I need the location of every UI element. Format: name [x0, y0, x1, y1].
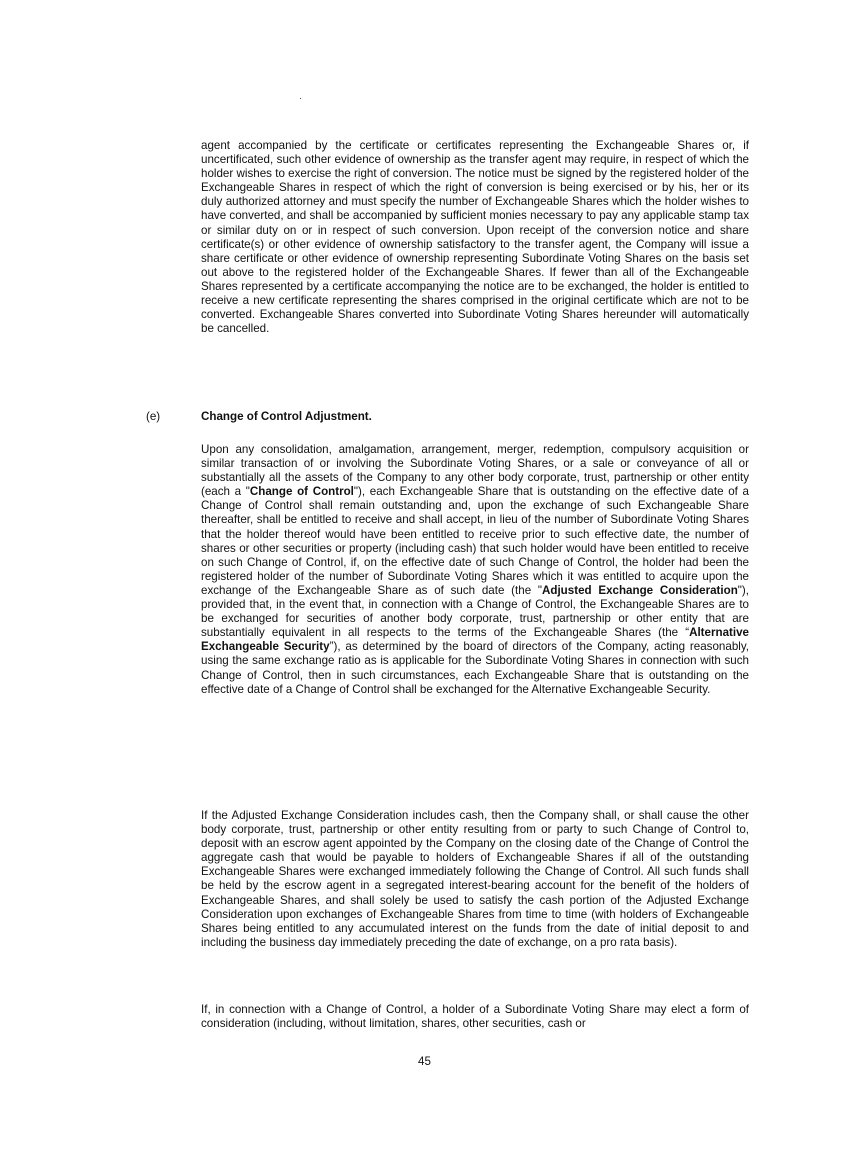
defined-term-alternative-exchangeable-security: Alternative Exchangeable Security — [201, 626, 749, 654]
defined-term-change-of-control: Change of Control — [249, 485, 354, 499]
text-run: "), provided that, in the event that, in connection with a Change of Control, the Exchangeable Shares are to be exchanged for securities of another body corporate, trust, partnership or other entity that are substantially equivalent in all respects to the terms of the Exchangeable Shares (the “ — [201, 583, 749, 640]
page-number: 45 — [418, 1055, 431, 1068]
section-heading: Change of Control Adjustment. — [201, 410, 372, 423]
paragraph-conversion-notice: agent accompanied by the certificate or certificates representing the Exchangeable Shares or, if uncertificated, such other evidence of ownership as the transfer agent may require, in respect of which the holder wishes to exercise the right of conversion. The notice must be signed by the registered holder of the Exchangeable Shares in respect of which the right of conversion is being exercised or by his, her or its duly authorized attorney and must specify the number of Exchangeable Shares which the holder wishes to have converted, and shall be accompanied by sufficient monies necessary to pay any applicable stamp tax or similar duty on or in respect of such conversion. Upon receipt of the conversion notice and share certificate(s) or other evidence of ownership satisfactory to the transfer agent, the Company will issue a share certificate or other evidence of ownership representing Subordinate Voting Shares on the basis set out above to the registered holder of the Exchangeable Shares. If fewer than all of the Exchangeable Shares represented by a certificate accompanying the notice are to be exchanged, the holder is entitled to receive a new certificate representing the shares comprised in the original certificate which are not to be converted. Exchangeable Shares converted into Subordinate Voting Shares hereunder will automatically be cancelled. — [201, 139, 749, 336]
paragraph-change-of-control — [201, 443, 749, 697]
defined-term-adjusted-exchange-consideration: Adjusted Exchange Consideration — [542, 583, 738, 597]
text-run: Upon any consolidation, amalgamation, arrangement, merger, redemption, compulsory acquisition or similar transaction of or involving the Subordinate Voting Shares, or a sale or conveyance of all or substantially all the assets of the Company to any other body corporate, trust, partnership or other entity (each a " — [201, 443, 749, 499]
paragraph-cash-escrow: If the Adjusted Exchange Consideration includes cash, then the Company shall, or shall cause the other body corporate, trust, partnership or other entity resulting from or party to such Change of Control to, deposit with an escrow agent appointed by the Company on the closing date of the Change of Control the aggregate cash that would be payable to holders of Exchangeable Shares if all of the outstanding Exchangeable Shares were exchanged immediately following the Change of Control. All such funds shall be held by the escrow agent in a segregated interest-bearing account for the benefit of the holders of Exchangeable Shares, and shall solely be used to satisfy the cash portion of the Adjusted Exchange Consideration upon exchanges of Exchangeable Shares from time to time (with holders of Exchangeable Shares being entitled to any accumulated interest on the funds from the date of initial deposit to and including the business day immediately preceding the date of exchange, on a pro rata basis). — [201, 809, 749, 949]
paragraph-election: If, in connection with a Change of Control, a holder of a Subordinate Voting Share may elect a form of consideration (including, without limitation, shares, other securities, cash or — [201, 1003, 749, 1031]
text-run: ”), as determined by the board of directors of the Company, acting reasonably, using the same exchange ratio as is applicable for the Subordinate Voting Shares in connection with such Change of Control, then in such circumstances, each Exchangeable Share that is outstanding on the effective date of a Change of Control shall be exchanged for the Alternative Exchangeable Security. — [201, 640, 750, 696]
section-label: (e) — [146, 410, 161, 423]
text-run: "), each Exchangeable Share that is outstanding on the effective date of a Change of Control shall remain outstanding and, upon the exchange of such Exchangeable Share thereafter, shall be entitled to receive and shall accept, in lieu of the number of Subordinate Voting Shares that the holder thereof would have been entitled to receive prior to such effective date, the number of shares or other securities or property (including cash) that such holder would have been entitled to receive on such Change of Control, if, on the effective date of such Change of Control, the holder had been the registered holder of the number of Subordinate Voting Shares which it was entitled to acquire upon the exchange of the Exchangeable Share as of such date (the " — [201, 485, 749, 597]
stray-mark — [300, 98, 301, 99]
